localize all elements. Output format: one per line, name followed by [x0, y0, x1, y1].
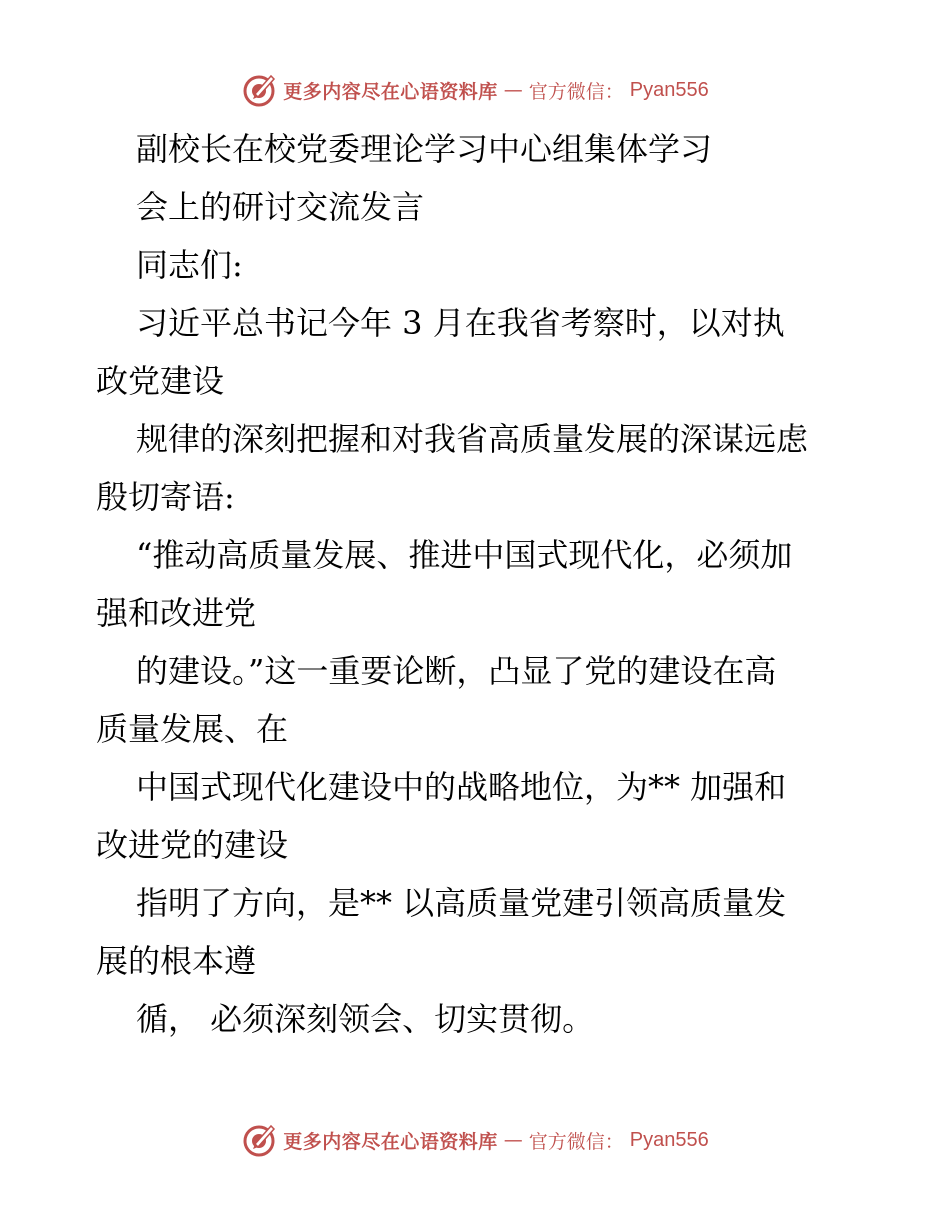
watermark-slogan: 更多内容尽在心语资料库 [283, 80, 498, 103]
paragraph-line: 殷切寄语: [96, 478, 235, 516]
header-watermark [0, 70, 950, 110]
paragraph-line: 强和改进党 [96, 594, 257, 632]
document-title-line-1: 副校长在校党委理论学习中心组集体学习 [136, 130, 713, 168]
paragraph-line: 循， 必须深刻领会、切实贯彻。 [136, 1000, 595, 1038]
document-title-line-2: 会上的研讨交流发言 [136, 188, 425, 226]
paragraph-line: 政党建设 [96, 362, 225, 400]
paragraph-line: 中国式现代化建设中的战略地位，为** 加强和 [136, 768, 787, 806]
watermark-dash: — [503, 1129, 523, 1151]
footer-watermark [0, 1120, 950, 1160]
pen-logo-icon [241, 72, 277, 108]
watermark-wechat-label: 官方微信： [528, 80, 624, 103]
paragraph-line: 规律的深刻把握和对我省高质量发展的深谋远虑 [136, 420, 809, 458]
pen-logo-icon [241, 1122, 277, 1158]
paragraph-line: 展的根本遵 [96, 942, 257, 980]
watermark-slogan: 更多内容尽在心语资料库 [283, 1130, 498, 1153]
watermark-wechat-label: 官方微信： [528, 1130, 624, 1153]
salutation: 同志们: [136, 246, 243, 284]
watermark-dash: — [503, 79, 523, 101]
paragraph-line: 的建设。”这一重要论断，凸显了党的建设在高 [136, 652, 777, 690]
paragraph-line: 质量发展、在 [96, 710, 289, 748]
watermark-wechat-id: Pyan556 [629, 78, 709, 101]
paragraph-line: 改进党的建设 [96, 826, 289, 864]
paragraph-line: “推动高质量发展、推进中国式现代化，必须加 [136, 536, 793, 574]
watermark-wechat-id: Pyan556 [629, 1128, 709, 1151]
paragraph-line: 指明了方向，是** 以高质量党建引领高质量发 [136, 884, 787, 922]
document-body [96, 120, 866, 1048]
paragraph-line: 习近平总书记今年 3 月在我省考察时，以对执 [136, 304, 785, 342]
